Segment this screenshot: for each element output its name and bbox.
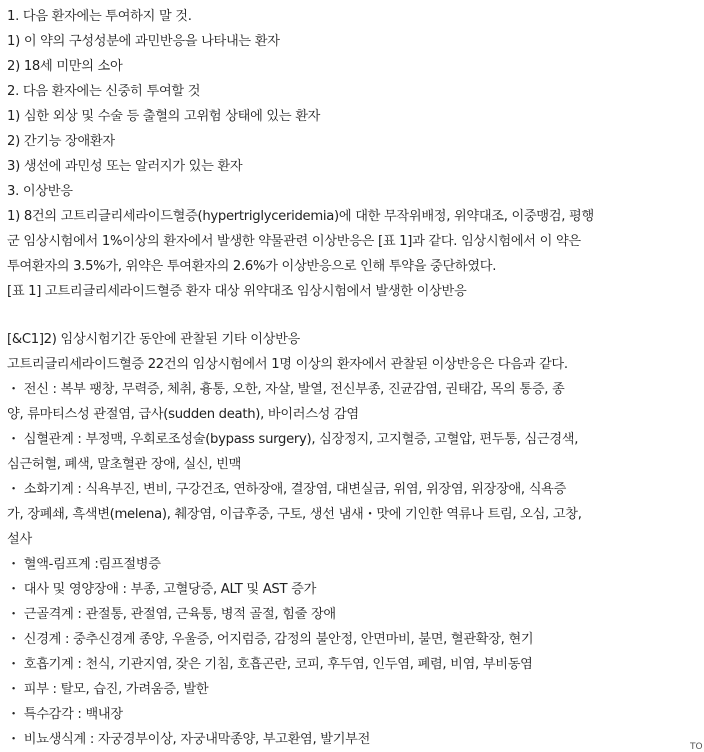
list-item: ・ 신경계 : 중추신경계 종양, 우울증, 어지럼증, 감정의 불안정, 안면마비, 불면, 혈관확장, 현기 [7, 632, 534, 647]
list-item: ・ 심혈관계 : 부정맥, 우회로조성술(bypass surgery), 심장정지, 고지혈증, 고혈압, 편두통, 심근경색, [7, 432, 579, 447]
text-line: 3) 생선에 과민성 또는 알러지가 있는 환자 [7, 159, 243, 174]
list-item: ・ 전신 : 복부 팽창, 무력증, 체취, 흉통, 오한, 자살, 발열, 전신부종, 진균감염, 권태감, 목의 통증, 종 [7, 382, 565, 397]
list-item-continuation: 가, 장폐쇄, 흑색변(melena), 췌장염, 이급후중, 구토, 생선 냄새・맛에 기인한 역류나 트림, 오심, 고창, [7, 507, 582, 522]
text-line: 1) 8건의 고트리글리세라이드혈증(hypertriglyceridemia)에 대한 무작위배정, 위약대조, 이중맹검, 평행 [7, 209, 594, 224]
text-line: 군 임상시험에서 1%이상의 환자에서 발생한 약물관련 이상반응은 [표 1]과 같다. 임상시험에서 이 약은 [7, 234, 581, 249]
list-item: ・ 소화기계 : 식욕부진, 변비, 구강건조, 연하장애, 결장염, 대변실금, 위염, 위장염, 위장장애, 식욕증 [7, 482, 567, 497]
text-line: 3. 이상반응 [7, 184, 73, 199]
text-line: 고트리글리세라이드혈증 22건의 임상시험에서 1명 이상의 환자에서 관찰된 이상반응은 다음과 같다. [7, 357, 568, 372]
section-heading: [&C1]2) 임상시험기간 동안에 관찰된 기타 이상반응 [7, 332, 300, 347]
text-line: 2) 18세 미만의 소아 [7, 59, 123, 74]
text-line: 1) 심한 외상 및 수술 등 출혈의 고위험 상태에 있는 환자 [7, 109, 321, 124]
list-item-continuation: 심근허혈, 폐색, 말초혈관 장애, 실신, 빈맥 [7, 457, 242, 472]
list-item: ・ 특수감각 : 백내장 [7, 707, 123, 722]
text-line: 투여환자의 3.5%가, 위약은 투여환자의 2.6%가 이상반응으로 인해 투약을 중단하였다. [7, 259, 497, 274]
blank-spacer [7, 304, 704, 327]
text-line: 1. 다음 환자에는 투여하지 말 것. [7, 9, 192, 24]
list-item: ・ 비뇨생식계 : 자궁경부이상, 자궁내막종양, 부고환염, 발기부전 [7, 732, 371, 747]
scroll-to-top-fragment[interactable]: TO [690, 742, 703, 752]
section-contraindications-and-reactions [7, 4, 704, 304]
text-line: 2. 다음 환자에는 신중히 투여할 것 [7, 84, 201, 99]
list-item-continuation: 양, 류마티스성 관절염, 급사(sudden death), 바이러스성 감염 [7, 407, 359, 422]
list-item: ・ 호흡기계 : 천식, 기관지염, 잦은 기침, 호흡곤란, 코피, 후두염, 인두염, 폐렴, 비염, 부비동염 [7, 657, 533, 672]
section-other-reactions [7, 327, 704, 752]
list-item-continuation: 설사 [7, 532, 32, 547]
list-item: ・ 대사 및 영양장애 : 부종, 고혈당증, ALT 및 AST 증가 [7, 582, 317, 597]
list-item: ・ 근골격계 : 관절통, 관절염, 근육통, 병적 골절, 힘줄 장애 [7, 607, 336, 622]
text-line: 2) 간기능 장애환자 [7, 134, 115, 149]
table-caption: [표 1] 고트리글리세라이드혈증 환자 대상 위약대조 임상시험에서 발생한 이상반응 [7, 284, 467, 299]
list-item: ・ 피부 : 탈모, 습진, 가려움증, 발한 [7, 682, 209, 697]
text-line: 1) 이 약의 구성성분에 과민반응을 나타내는 환자 [7, 34, 280, 49]
list-item: ・ 혈액-림프계 :림프절병증 [7, 557, 161, 572]
